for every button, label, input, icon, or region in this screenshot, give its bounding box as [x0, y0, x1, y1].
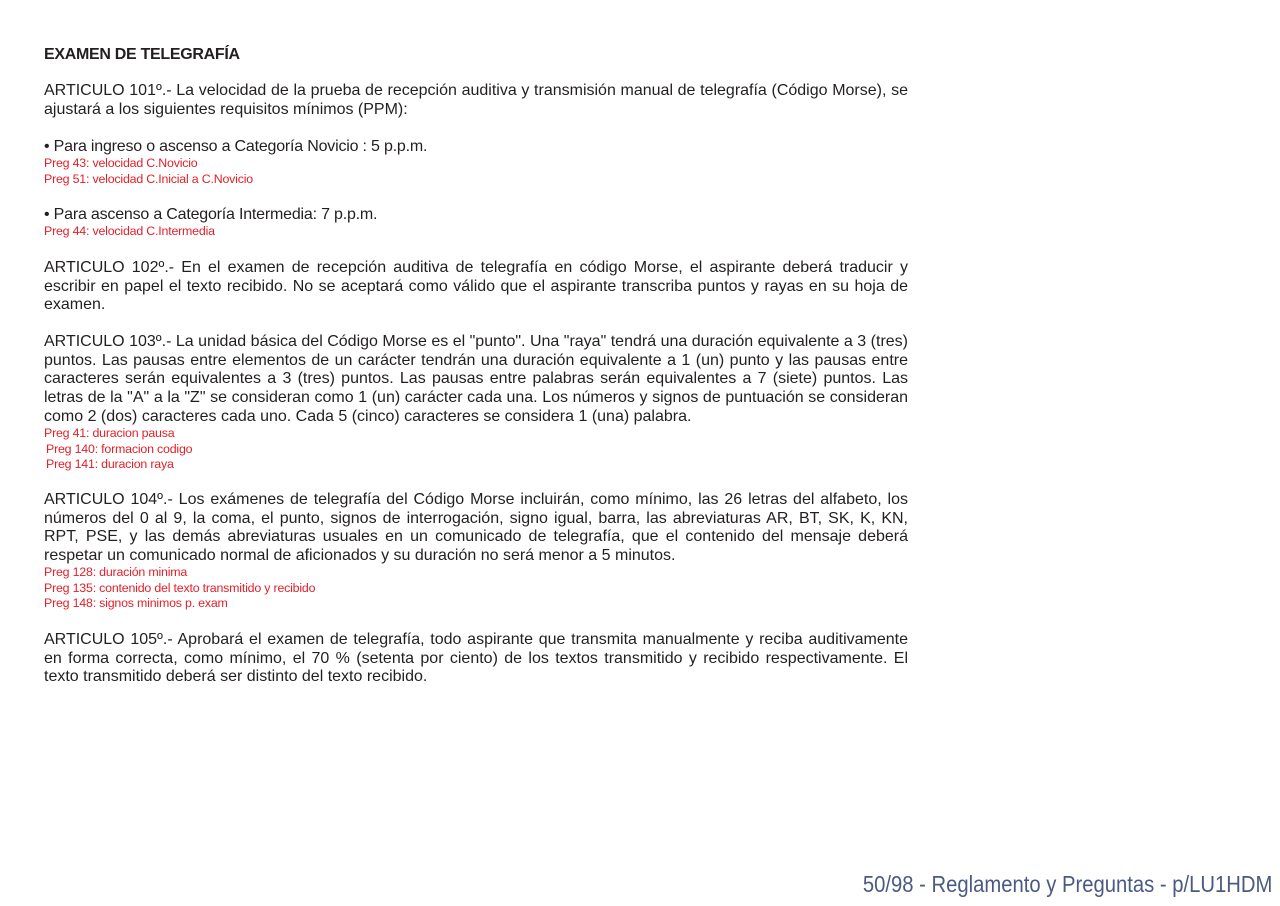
- note: Preg 140: formacion codigo: [46, 441, 193, 456]
- notes-novicio: [44, 156, 908, 187]
- note: Preg 141: duracion raya: [46, 457, 174, 471]
- note: Preg 128: duración minima: [44, 565, 188, 579]
- note: Preg 135: contenido del texto transmitido y recibido: [44, 580, 316, 595]
- article-101: ARTICULO 101º.- La velocidad de la prueba de recepción auditiva y transmisión manual de telegrafía (Código Morse), se ajustará a los siguientes requisitos mínimos (PPM):: [44, 82, 908, 118]
- note: Preg 44: velocidad C.Intermedia: [44, 224, 215, 238]
- note: Preg 41: duracion pausa: [44, 426, 175, 440]
- notes-104: [44, 565, 908, 612]
- article-102: ARTICULO 102º.- En el examen de recepción auditiva de telegrafía en código Morse, el aspirante deberá traducir y escribir en papel el texto recibido. No se aceptará como válido que el aspirante transcriba puntos y rayas en su hoja de examen.: [44, 259, 908, 314]
- bullet-intermedia: • Para ascenso a Categoría Intermedia: 7 p.p.m.: [44, 206, 378, 223]
- article-105: ARTICULO 105º.- Aprobará el examen de telegrafía, todo aspirante que transmita manualmente y reciba auditivamente en forma correcta, como mínimo, el 70 % (setenta por ciento) de los textos transmitido y recibido respectivamente. El texto transmitido deberá ser distinto del texto recibido.: [44, 631, 908, 686]
- note: Preg 51: velocidad C.Inicial a C.Novicio: [44, 171, 253, 186]
- bullet-novicio: • Para ingreso o ascenso a Categoría Novicio : 5 p.p.m.: [44, 138, 428, 155]
- notes-intermedia: [44, 224, 908, 240]
- page-footer: 50/98 - Reglamento y Preguntas - p/LU1HDM: [862, 871, 1272, 897]
- article-103: ARTICULO 103º.- La unidad básica del Código Morse es el "punto". Una "raya" tendrá una duración equivalente a 3 (tres) puntos. Las pausas entre elementos de un carácter tendrán una duración equivalente a 1 (un) punto y las pausas entre caracteres serán equivalentes a 3 (tres) puntos. Las pausas entre palabras serán equivalentes a 7 (siete) puntos. Las letras de la "A" a la "Z" se consideran como 1 (un) carácter cada una. Los números y signos de puntuación se consideran como 2 (dos) caracteres cada uno. Cada 5 (cinco) caracteres se considera 1 (una) palabra.: [44, 333, 908, 425]
- article-104: ARTICULO 104º.- Los exámenes de telegrafía del Código Morse incluirán, como mínimo, las 26 letras del alfabeto, los números del 0 al 9, la coma, el punto, signos de interrogación, signo igual, barra, las abreviaturas AR, BT, SK, K, KN, RPT, PSE, y las demás abreviaturas usuales en un comunicado de telegrafía, que el contenido del mensaje deberá respetar un comunicado normal de aficionados y su duración no será menor a 5 minutos.: [44, 491, 908, 565]
- notes-103: [44, 426, 908, 473]
- section-title: EXAMEN DE TELEGRAFÍA: [44, 46, 240, 63]
- note: Preg 148: signos minimos p. exam: [44, 596, 228, 610]
- note: Preg 43: velocidad C.Novicio: [44, 156, 198, 170]
